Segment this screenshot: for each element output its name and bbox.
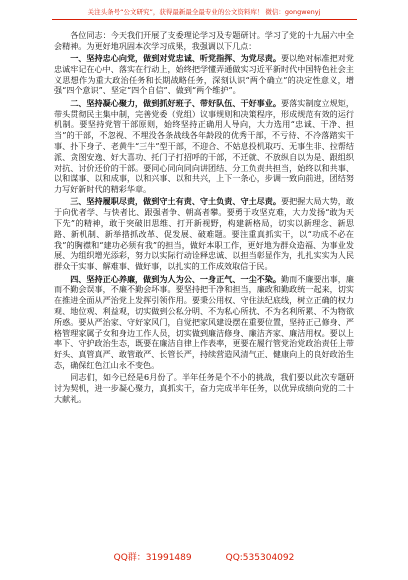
paragraph-text: 各位同志：今天我们开展了支委理论学习及专题研讨。学习了党的十九届六中全会精神。为更好地巩固本次学习成果，我强调以下几点： (54, 30, 354, 51)
qq-group-number: QQ群：31991489 (113, 553, 192, 563)
paragraph-lead: 二、坚持凝心聚力，做到抓好班子、带好队伍、干好事业。 (70, 97, 282, 108)
paragraph-point-2 (54, 98, 354, 195)
paragraph-text: 要以绝对标准把对党忠诚牢记在心中、落实在行动上，始终把学懂弄通做实习近平新时代中国特色社会主义思想作为重大政治任务和长期战略任务，深刻认识“两个确立”的决定性意义，增强“四个意识”、坚定“四个自信”、做到“两个维护”。 (54, 53, 354, 96)
paragraph-lead: 三、坚持履职尽责，做到守土有责、守土负责、守土尽责。 (70, 196, 282, 207)
promo-header: 关注头条号“公文研究”，获得最新最全最专业的公文资料库！ 微信：gongwenyj (87, 8, 321, 16)
contact-footer (0, 552, 408, 564)
qq-number: QQ:535304092 (225, 553, 295, 563)
paragraph-lead: 一、坚持忠心向党，做到对党忠诚、听党指挥、为党尽责。 (70, 53, 282, 64)
document-body (54, 30, 354, 406)
paragraph-text: 要落实制度立规矩，带头贯彻民主集中制，完善党委（党组）议事规则和决策程序，形成规范有效的运行机制。要坚持党管干部原则，始终坚持正确用人导向，大力选用“忠诚、干净、担当”的干部，不忽视、不埋没各条战线各年龄段的优秀干部，不亏待、不冷落踏实干事、扑下身子、老黄牛“三牛”型干部，不迎合、不姑息投机取巧、无事生非、拉帮结派、贪图安逸、好大喜功、托门子打招呼的干部，不迁就、不放纵自以为是、跟组织对抗、讨价还价的干部。要同心同向同向讲团结、分工负责共担当，始终以和共事、以和谋事、以和成事，以和兴事、以和共兴，上下一条心，步调一致向前进，团结努力写好新时代的精彩华章。 (54, 97, 354, 195)
paragraph-intro (54, 30, 354, 52)
paragraph-point-3 (54, 196, 354, 272)
paragraph-lead: 四、坚持正心养廉，做到为人为公、一身正气、一尘不染。 (70, 273, 282, 284)
paragraph-closing (54, 372, 354, 404)
paragraph-point-1 (54, 53, 354, 96)
paragraph-text: 勤而不廉要出事，廉而不勤会误事，不廉不勤会坏事。要坚持把干净和担当，廉政和勤政统一起来，切实在推进全面从严治党上发挥引领作用。要秉公用权、守住法纪底线，树立正确的权力观、地位观、利益观，切实做到公私分明、不为私心所扰、不为名利所累、不为物欲所惑。要从严治家、守好家风门，自觉把家风建设摆在重要位置，坚持正己修身、严格管理家属子女和身边工作人员，切实做到廉洁修身、廉洁齐家、廉洁用权。要以上率下、守护政治生态，既要在廉洁自律上作表率，更要在履行管党治党政治责任上带好头、真管真严、敢管敢严、长管长严，持续营造风清气正、健康向上的良好政治生态，确保红色江山永不变色。 (54, 273, 354, 370)
paragraph-text: 同志们，如今已经是6月份了。半年任务是个不小的挑战，我们要以此次专题研讨为契机，进一步凝心聚力，真抓实干，奋力完成半年任务，以优异成绩向党的二十大献礼。 (54, 372, 354, 404)
paragraph-text: 要把握大局大势，敢于向优者学、与快者比、跟强者争、朝高者攀。要勇于攻坚克难，大力发扬“敢为天下先”的精神，敢于突破旧思维、打开新视野，构建新格局，切实以新理念、新思路、新机制、新举措抓改革、促发展、破难题。要注重真抓实干，以“功成不必在我”的胸襟和“建功必须有我”的担当，做好本职工作，更好地为群众造福、为事业发展、为组织增光添彩，努力以实际行动诠释忠诚、以担当彰显作为，扎扎实实为人民群众干实事、解难事、做好事，以扎实的工作成效取信于民。 (54, 196, 354, 272)
header-divider (52, 19, 357, 20)
paragraph-point-4 (54, 274, 354, 371)
